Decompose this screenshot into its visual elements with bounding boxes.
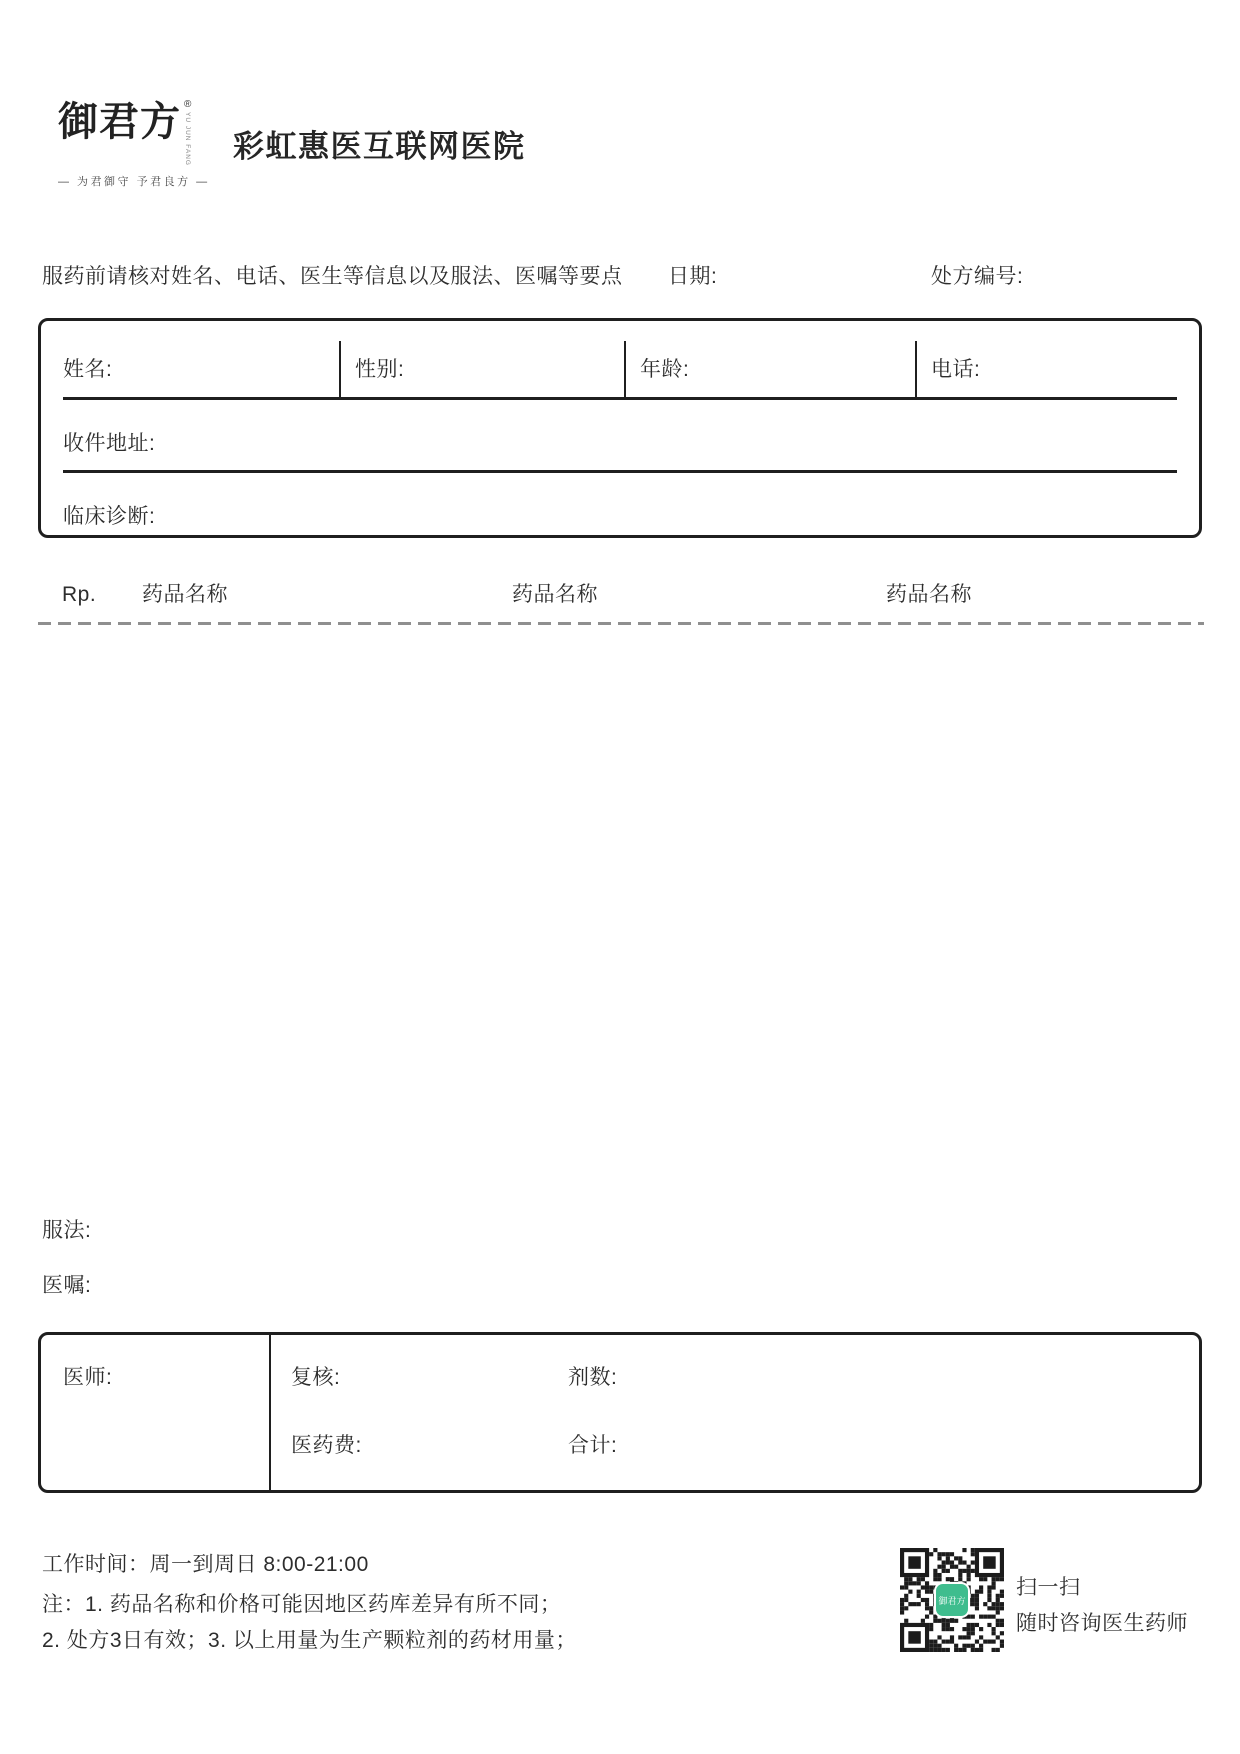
fee-label: 医药费:	[291, 1434, 362, 1457]
name-row-underline	[63, 397, 1177, 400]
brand-logo-vertical-text: YU JUN FANG	[184, 112, 192, 166]
note-line-2: 2. 处方3日有效；3. 以上用量为生产颗粒剂的药材用量；	[42, 1629, 577, 1652]
physician-label: 医师:	[63, 1366, 113, 1389]
age-column-divider	[624, 341, 626, 397]
phone-column-divider	[915, 341, 917, 397]
address-row-underline	[63, 470, 1177, 473]
review-label: 复核:	[291, 1366, 341, 1389]
drug-name-header-2: 药品名称	[512, 583, 598, 606]
scan-hint-text: 扫一扫	[1016, 1576, 1081, 1599]
consult-hint-text: 随时咨询医生药师	[1016, 1612, 1188, 1635]
address-label: 收件地址:	[63, 432, 156, 455]
qr-code	[900, 1548, 1004, 1652]
brand-logo-side	[184, 100, 191, 166]
working-hours-text: 工作时间：周一到周日 8:00-21:00	[42, 1553, 369, 1576]
doses-label: 剂数:	[568, 1366, 618, 1389]
verify-notice-text: 服药前请核对姓名、电话、医生等信息以及服法、医嘱等要点	[42, 265, 623, 288]
brand-logo-row	[58, 100, 210, 166]
brand-tagline: — 为君御守 予君良方 —	[58, 175, 210, 188]
physician-column-divider	[269, 1335, 271, 1490]
drug-name-header-1: 药品名称	[142, 583, 228, 606]
hospital-title: 彩虹惠医互联网医院	[233, 129, 526, 164]
brand-logo-text: 御君方	[58, 98, 181, 145]
brand-logo	[58, 100, 210, 189]
dashed-separator	[38, 622, 1204, 625]
drug-name-header-3: 药品名称	[886, 583, 972, 606]
gender-column-divider	[339, 341, 341, 397]
rp-label: Rp.	[62, 583, 97, 606]
name-label: 姓名:	[63, 358, 113, 381]
qr-center-logo: 御君方	[936, 1584, 968, 1616]
registered-trademark-icon: ®	[184, 99, 192, 110]
signoff-box	[38, 1332, 1202, 1493]
gender-label: 性别:	[355, 358, 405, 381]
usage-label: 服法:	[42, 1219, 92, 1242]
age-label: 年龄:	[640, 358, 690, 381]
advice-label: 医嘱:	[42, 1274, 92, 1297]
patient-info-box	[38, 318, 1202, 538]
total-label: 合计:	[568, 1434, 618, 1457]
phone-label: 电话:	[931, 358, 981, 381]
rx-number-label: 处方编号:	[931, 265, 1024, 288]
diagnosis-label: 临床诊断:	[63, 505, 156, 528]
date-label: 日期:	[668, 265, 718, 288]
note-line-1: 注：1. 药品名称和价格可能因地区药库差异有所不同；	[42, 1593, 562, 1616]
